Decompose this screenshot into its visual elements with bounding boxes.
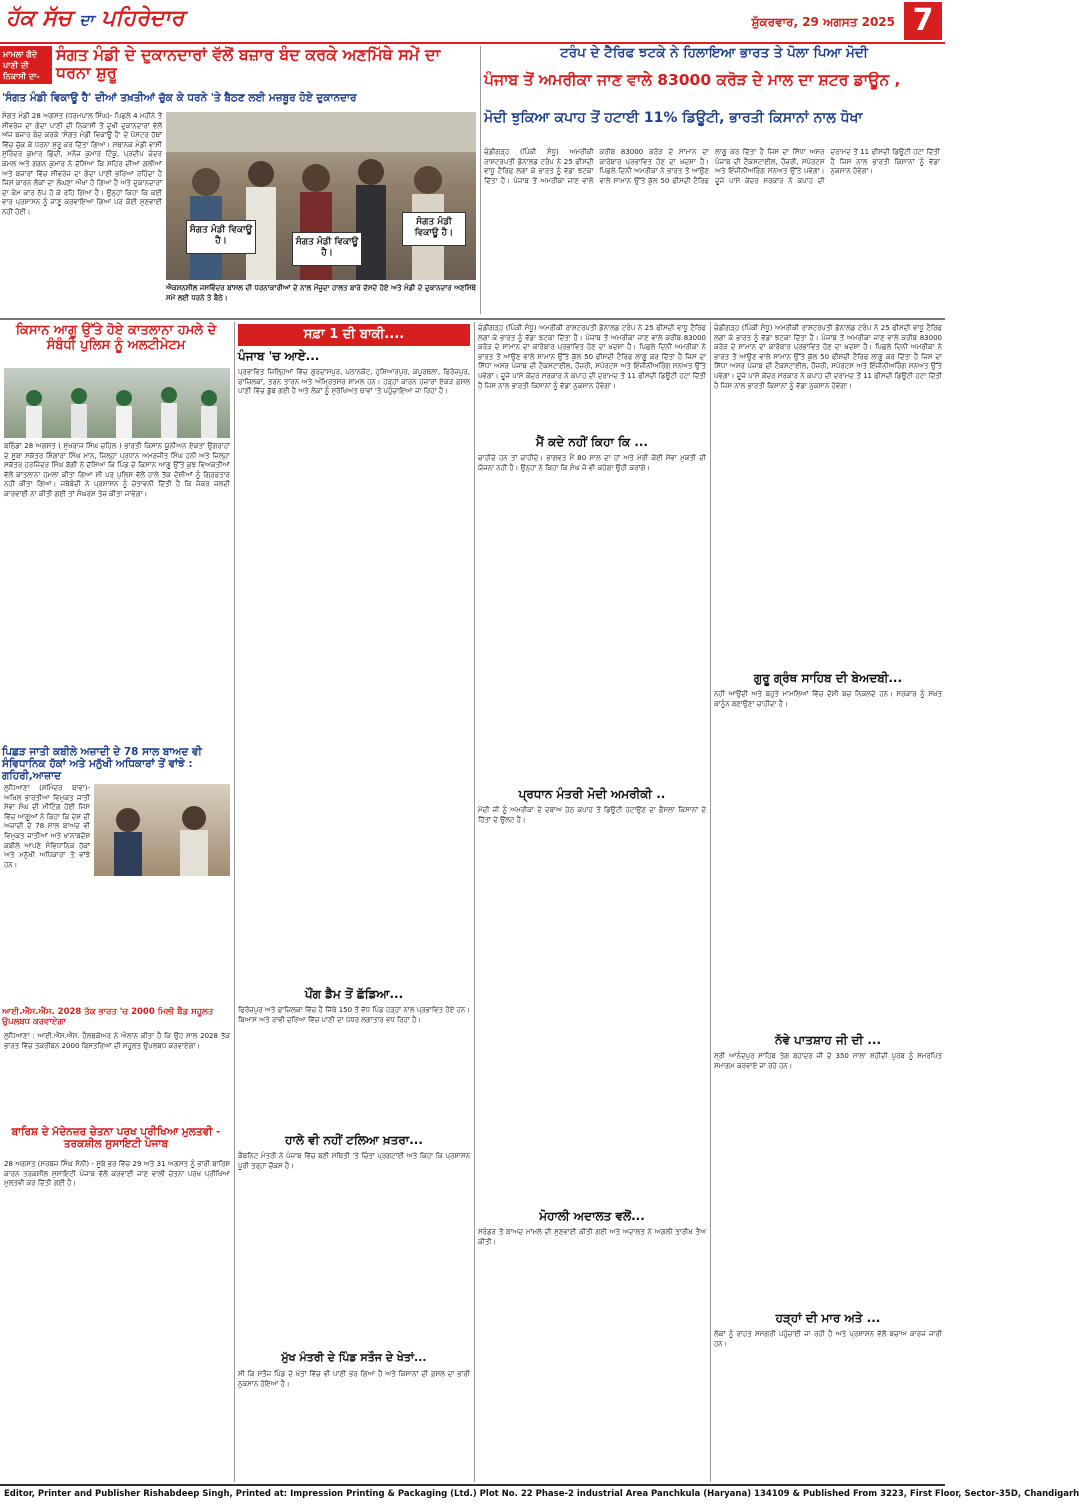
continued-dam-body: ਫਿਰੋਜ਼ਪੁਰ ਅਤੇ ਫਾਜ਼ਿਲਕਾ ਵਿੱਚ ਹੈ ਜਿੱਥੇ 150 ਤੋਂ ਵੱਧ ਪਿੰਡ ਹੜ੍ਹਾਂ ਨਾਲ ਪ੍ਰਭਾਵਿਤ ਹੋਏ ਹਨ। ਬਿਆਸ ਅਤੇ ਰਾਵੀ ਦਰਿਆ ਵਿੱਚ ਪਾਣੀ ਦਾ ਪੱਧਰ ਲਗਾਤਾਰ ਵਧ ਰਿਹਾ ਹੈ। xyxy=(238,1006,470,1024)
rain-headline: ਬਾਰਿਸ਼ ਦੇ ਮੱਦੇਨਜ਼ਰ ਚੇਤਨਾ ਪਰਖ ਪ੍ਰੀਖਿਆ ਮੁਲਤਵੀ - ਤਰਕਸ਼ੀਲ ਸੁਸਾਇਟੀ ਪੰਜਾਬ xyxy=(11,1126,221,1151)
page-number-badge xyxy=(904,2,942,40)
farmer-headline: ਕਿਸਾਨ ਆਗੂ ਉੱਤੇ ਹੋਏ ਕਾਤਲਾਨਾ ਹਮਲੇ ਦੇ ਸੰਬੰਧੀ ਪੁਲਿਸ ਨੂੰ ਅਲਟੀਮੇਟਮ xyxy=(15,323,217,353)
col-divider-3 xyxy=(710,322,711,1482)
continued-punjab-sub: ਪੰਜਾਬ 'ਚ ਆਏ... xyxy=(238,349,320,363)
mid-lead-body: ਚੰਡੀਗੜ੍ਹ (ਪਿੰਕੀ ਸੰਧੂ) ਅਮਰੀਕੀ ਰਾਸ਼ਟਰਪਤੀ ਡੋਨਾਲਡ ਟਰੰਪ ਨੇ 25 ਫੀਸਦੀ ਵਾਧੂ ਟੈਰਿਫ ਲਗਾ ਕੇ ਭਾਰਤ ਨੂੰ ਵੱਡਾ ਝਟਕਾ ਦਿੱਤਾ ਹੈ। ਪੰਜਾਬ ਤੋਂ ਅਮਰੀਕਾ ਜਾਣ ਵਾਲੇ ਕਰੀਬ 83000 ਕਰੋੜ ਦੇ ਸਾਮਾਨ ਦਾ ਕਾਰੋਬਾਰ ਪ੍ਰਭਾਵਿਤ ਹੋਣ ਦਾ ਖ਼ਦਸ਼ਾ ਹੈ। ਪਿਛਲੇ ਦਿਨੀਂ ਅਮਰੀਕਾ ਨੇ ਭਾਰਤ ਤੋਂ ਆਉਣ ਵਾਲੇ ਸਾਮਾਨ ਉੱਤੇ ਕੁੱਲ 50 ਫੀਸਦੀ ਟੈਰਿਫ ਲਾਗੂ ਕਰ ਦਿੱਤਾ ਹੈ ਜਿਸ ਦਾ ਸਿੱਧਾ ਅਸਰ ਪੰਜਾਬ ਦੀ ਟੈਕਸਟਾਈਲ, ਹੌਜ਼ਰੀ, ਸਪੋਰਟਸ ਅਤੇ ਇੰਜੀਨੀਅਰਿੰਗ ਸਨਅਤ ਉੱਤੇ ਪਵੇਗਾ। ਦੂਜੇ ਪਾਸੇ ਕੇਂਦਰ ਸਰਕਾਰ ਨੇ ਕਪਾਹ ਦੀ ਦਰਾਮਦ ਤੋਂ 11 ਫੀਸਦੀ ਡਿਊਟੀ ਹਟਾ ਦਿੱਤੀ ਹੈ ਜਿਸ ਨਾਲ ਭਾਰਤੀ ਕਿਸਾਨਾਂ ਨੂੰ ਵੱਡਾ ਨੁਕਸਾਨ ਹੋਵੇਗਾ। xyxy=(478,324,706,390)
edition-date: ਸ਼ੁੱਕਰਵਾਰ, 29 ਅਗਸਤ 2025 xyxy=(751,15,895,29)
continued-danger-body: ਕੈਬਨਿਟ ਮੰਤਰੀ ਨੇ ਪੰਜਾਬ ਵਿੱਚ ਬਣੀ ਸਥਿਤੀ 'ਤੇ ਚਿੰਤਾ ਪ੍ਰਗਟਾਈ ਅਤੇ ਕਿਹਾ ਕਿ ਪ੍ਰਸ਼ਾਸਨ ਪੂਰੀ ਤਰ੍ਹਾਂ ਚੌਕਸ ਹੈ। xyxy=(238,1152,470,1170)
masthead-title xyxy=(6,6,246,34)
protest-photo xyxy=(166,112,476,280)
placard-3 xyxy=(402,212,466,246)
market-headline: ਸੰਗਤ ਮੰਡੀ ਦੇ ਦੁਕਾਨਦਾਰਾਂ ਵੱਲੋਂ ਬਜ਼ਾਰ ਬੰਦ ਕਰਕੇ ਅਣਮਿੱਥੇ ਸਮੇਂ ਦਾ ਧਰਨਾ ਸ਼ੁਰੂ xyxy=(56,45,441,83)
mid-pm-body: ਮੋਦੀ ਜੀ ਨੂੰ ਅਮਰੀਕਾ ਦੇ ਦਬਾਅ ਹੇਠ ਕਪਾਹ ਤੋਂ ਡਿਊਟੀ ਹਟਾਉਣ ਦਾ ਫ਼ੈਸਲਾ ਕਿਸਾਨਾਂ ਦੇ ਹਿੱਤਾਂ ਦੇ ਉਲਟ ਹੈ। xyxy=(478,806,706,824)
mid-maine-sub: ਮੈਂ ਕਦੇ ਨਹੀਂ ਕਿਹਾ ਕਿ ... xyxy=(536,435,648,449)
right-flood-body: ਲੋਕਾਂ ਨੂੰ ਰਾਹਤ ਸਮੱਗਰੀ ਪਹੁੰਚਾਈ ਜਾ ਰਹੀ ਹੈ ਅਤੇ ਪ੍ਰਸ਼ਾਸਨ ਵੱਲੋਂ ਬਚਾਅ ਕਾਰਜ ਜਾਰੀ ਹਨ। xyxy=(714,1330,942,1348)
aap-headline: ਆਈ.ਐੱਸ.ਐੱਸ. 2028 ਤੱਕ ਭਾਰਤ 'ਚ 2000 ਮਿਲੀ ਬੈੱਡ ਸਹੂਲਤ ਉਪਲਬਧ ਕਰਵਾਏਗਾ xyxy=(2,1007,214,1027)
col-divider-2 xyxy=(474,322,475,1482)
side-tag-text: ਮਾਮਲਾ ਗੰਦੇ ਪਾਣੀ ਦੀ ਨਿਕਾਸੀ ਦਾ- xyxy=(3,50,40,81)
mid-rule xyxy=(0,318,945,320)
side-tag xyxy=(0,46,52,84)
continued-danger-sub: ਹਾਲੇ ਵੀ ਨਹੀਂ ਟਲਿਆ ਖ਼ਤਰਾ... xyxy=(285,1133,423,1147)
land-body: ਲੁਧਿਆਣਾ (ਸ਼ਮਿੰਦਰ ਬਾਵਾ)- ਅਖਿਲ ਭਾਰਤੀਆ ਵਿਮੁਕਤ ਜਾਤੀ ਸੇਵਾ ਸੰਘ ਦੀ ਮੀਟਿੰਗ ਹੋਈ ਜਿਸ ਵਿੱਚ ਆਗੂਆਂ ਨੇ ਕਿਹਾ ਕਿ ਦੇਸ਼ ਦੀ ਅਜ਼ਾਦੀ ਦੇ 78 ਸਾਲ ਬਾਅਦ ਵੀ ਵਿਮੁਕਤ ਜਾਤੀਆਂ ਅਤੇ ਖਾਨਾਬਦੋਸ਼ ਕਬੀਲੇ ਆਪਣੇ ਸੰਵਿਧਾਨਿਕ ਹੱਕਾਂ ਅਤੇ ਮਨੁੱਖੀ ਅਧਿਕਾਰਾਂ ਤੋਂ ਵਾਂਝੇ ਹਨ। xyxy=(4,784,90,869)
land-photo-figures xyxy=(94,784,230,876)
mid-court-body: ਸਰੰਡਰ ਤੋਂ ਬਾਅਦ ਮਾਮਲੇ ਦੀ ਸੁਣਵਾਈ ਕੀਤੀ ਗਈ ਅਤੇ ਅਦਾਲਤ ਨੇ ਅਗਲੀ ਤਾਰੀਖ਼ ਤੈਅ ਕੀਤੀ। xyxy=(478,1228,706,1246)
right-flood-sub: ਹੜ੍ਹਾਂ ਦੀ ਮਾਰ ਅਤੇ ... xyxy=(775,1311,881,1325)
farmer-meeting-figures xyxy=(4,368,230,438)
page-number: 7 xyxy=(912,3,934,38)
farmer-body: ਬਠਿੰਡਾ 28 ਅਗਸਤ ( ਸੁਖਰਾਜ ਸਿੰਘ ਚਹਿਲ ) ਭਾਰਤੀ ਕਿਸਾਨ ਯੂਨੀਅਨ ਏਕਤਾ ਉਗਰਾਹਾਂ ਦੇ ਸੂਬਾ ਸਕੱਤਰ ਸ਼ਿੰਗਾਰਾ ਸਿੰਘ ਮਾਨ, ਜ਼ਿਲ੍ਹਾ ਪ੍ਰਧਾਨ ਅਮਰਜੀਤ ਸਿੰਘ ਹਨੀ ਅਤੇ ਜ਼ਿਲ੍ਹਾ ਸਕੱਤਰ ਹਰਜਿੰਦਰ ਸਿੰਘ ਬੱਗੀ ਨੇ ਦੱਸਿਆ ਕਿ ਪਿੰਡ ਦੇ ਕਿਸਾਨ ਆਗੂ ਉੱਤੇ ਕੁਝ ਵਿਅਕਤੀਆਂ ਵੱਲੋਂ ਕਾਤਲਾਨਾ ਹਮਲਾ ਕੀਤਾ ਗਿਆ ਸੀ ਪਰ ਪੁਲਿਸ ਵੱਲੋਂ ਹਾਲੇ ਤੱਕ ਦੋਸ਼ੀਆਂ ਨੂੰ ਗ੍ਰਿਫ਼ਤਾਰ ਨਹੀਂ ਕੀਤਾ ਗਿਆ। ਜਥੇਬੰਦੀ ਨੇ ਪ੍ਰਸ਼ਾਸਨ ਨੂੰ ਚੇਤਾਵਨੀ ਦਿੱਤੀ ਹੈ ਕਿ ਜੇਕਰ ਜਲਦੀ ਕਾਰਵਾਈ ਨਾ ਕੀਤੀ ਗਈ ਤਾਂ ਸੰਘਰਸ਼ ਤੇਜ਼ ਕੀਤਾ ਜਾਵੇਗਾ। xyxy=(4,442,230,498)
mid-court-sub: ਮੋਹਾਲੀ ਅਦਾਲਤ ਵਲੋਂ... xyxy=(539,1209,645,1223)
right-lead-body: ਚੰਡੀਗੜ੍ਹ (ਪਿੰਕੀ ਸੰਧੂ) ਅਮਰੀਕੀ ਰਾਸ਼ਟਰਪਤੀ ਡੋਨਾਲਡ ਟਰੰਪ ਨੇ 25 ਫੀਸਦੀ ਵਾਧੂ ਟੈਰਿਫ ਲਗਾ ਕੇ ਭਾਰਤ ਨੂੰ ਵੱਡਾ ਝਟਕਾ ਦਿੱਤਾ ਹੈ। ਪੰਜਾਬ ਤੋਂ ਅਮਰੀਕਾ ਜਾਣ ਵਾਲੇ ਕਰੀਬ 83000 ਕਰੋੜ ਦੇ ਸਾਮਾਨ ਦਾ ਕਾਰੋਬਾਰ ਪ੍ਰਭਾਵਿਤ ਹੋਣ ਦਾ ਖ਼ਦਸ਼ਾ ਹੈ। ਪਿਛਲੇ ਦਿਨੀਂ ਅਮਰੀਕਾ ਨੇ ਭਾਰਤ ਤੋਂ ਆਉਣ ਵਾਲੇ ਸਾਮਾਨ ਉੱਤੇ ਕੁੱਲ 50 ਫੀਸਦੀ ਟੈਰਿਫ ਲਾਗੂ ਕਰ ਦਿੱਤਾ ਹੈ ਜਿਸ ਦਾ ਸਿੱਧਾ ਅਸਰ ਪੰਜਾਬ ਦੀ ਟੈਕਸਟਾਈਲ, ਹੌਜ਼ਰੀ, ਸਪੋਰਟਸ ਅਤੇ ਇੰਜੀਨੀਅਰਿੰਗ ਸਨਅਤ ਉੱਤੇ ਪਵੇਗਾ। ਦੂਜੇ ਪਾਸੇ ਕੇਂਦਰ ਸਰਕਾਰ ਨੇ ਕਪਾਹ ਦੀ ਦਰਾਮਦ ਤੋਂ 11 ਫੀਸਦੀ ਡਿਊਟੀ ਹਟਾ ਦਿੱਤੀ ਹੈ ਜਿਸ ਨਾਲ ਭਾਰਤੀ ਕਿਸਾਨਾਂ ਨੂੰ ਵੱਡਾ ਨੁਕਸਾਨ ਹੋਵੇਗਾ। xyxy=(714,324,942,390)
mid-pm-sub: ਪ੍ਰਧਾਨ ਮੰਤਰੀ ਮੋਦੀ ਅਮਰੀਕੀ .. xyxy=(518,787,666,801)
masthead-rule xyxy=(0,42,945,44)
placard-2 xyxy=(292,232,362,266)
farmer-meeting-photo xyxy=(4,368,230,438)
right-guru-body: ਨਹੀਂ ਆਉਂਦੀ ਅਤੇ ਬਹੁਤੇ ਮਾਮਲਿਆਂ ਵਿੱਚ ਦੋਸ਼ੀ ਬਚ ਨਿਕਲਦੇ ਹਨ। ਸਰਕਾਰ ਨੂੰ ਸਖ਼ਤ ਕਾਨੂੰਨ ਬਣਾਉਣਾ ਚਾਹੀਦਾ ਹੈ। xyxy=(714,690,942,708)
top-divider xyxy=(480,46,481,314)
trump-headline-2: ਮੋਦੀ ਝੁਕਿਆ ਕਪਾਹ ਤੋਂ ਹਟਾਈ 11% ਡਿਊਟੀ, ਭਾਰਤੀ ਕਿਸਾਨਾਂ ਨਾਲ ਧੋਖਾ xyxy=(484,110,863,126)
market-body: ਸੰਗਤ ਮੰਡੀ 28 ਅਗਸਤ (ਧਰਮਪਾਲ ਸਿੰਘ)- ਪਿਛਲੇ 4 ਮਹੀਨੇ ਤੋਂ ਸੀਵਰੇਜ ਦਾ ਗੰਦਾ ਪਾਣੀ ਦੀ ਨਿਕਾਸੀ ਤੋਂ ਦੁਖੀ ਦੁਕਾਨਦਾਰਾਂ ਵੱਲੋਂ ਅੱਜ ਬਜ਼ਾਰ ਬੰਦ ਕਰਕੇ 'ਸੰਗਤ ਮੰਡੀ ਵਿਕਾਊ ਹੈ' ਦੇ ਪੋਸਟਰ ਹੱਥਾਂ ਵਿੱਚ ਚੁੱਕ ਕੇ ਧਰਨਾ ਸ਼ੁਰੂ ਕਰ ਦਿੱਤਾ ਗਿਆ। ਸਥਾਨਕ ਮੰਡੀ ਵਾਸੀ ਸੁਰਿੰਦਰ ਕੁਮਾਰ ਛਿੰਦੀ, ਮਨੋਜ ਕੁਮਾਰ ਟਿੰਕੂ, ਪ੍ਰਦੀਪ ਚੰਦਰ ਕਮਲ ਅਤੇ ਗਗਨ ਕੁਮਾਰ ਨੇ ਦੱਸਿਆ ਕਿ ਸ਼ਹਿਰ ਦੀਆਂ ਗਲੀਆਂ ਅਤੇ ਬਜ਼ਾਰਾਂ ਵਿੱਚ ਸੀਵਰੇਜ ਦਾ ਗੰਦਾ ਪਾਣੀ ਭਰਿਆ ਰਹਿੰਦਾ ਹੈ ਜਿਸ ਕਾਰਨ ਲੋਕਾਂ ਦਾ ਲੰਘਣਾ ਔਖਾ ਹੋ ਗਿਆ ਹੈ ਅਤੇ ਦੁਕਾਨਦਾਰਾਂ ਦਾ ਕੰਮ ਕਾਰ ਠੱਪ ਹੋ ਕੇ ਰਹਿ ਗਿਆ ਹੈ। ਉਨ੍ਹਾਂ ਕਿਹਾ ਕਿ ਕਈ ਵਾਰ ਪ੍ਰਸ਼ਾਸਨ ਨੂੰ ਜਾਣੂ ਕਰਵਾਇਆ ਗਿਆ ਪਰ ਕੋਈ ਸੁਣਵਾਈ ਨਹੀਂ ਹੋਈ। xyxy=(2,112,162,216)
mid-maine-body: ਚਾਹੀਦੇ ਹਨ ਤਾਂ ਚਾਹੀਦੇ। ਭਾਗਵਤ ਮੈਂ 80 ਸਾਲ ਦਾ ਹਾਂ ਅਤੇ ਮੇਰੀ ਕੋਈ ਸੇਵਾ ਮੁਕਤੀ ਦੀ ਯੋਜਨਾ ਨਹੀਂ ਹੈ। ਉਨ੍ਹਾਂ ਨੇ ਕਿਹਾ ਕਿ ਸੰਘ ਜੋ ਵੀ ਕਹੇਗਾ ਉਹੀ ਕਰਾਂਗੇ। xyxy=(478,454,706,472)
placard-1 xyxy=(186,220,256,254)
market-subhead: 'ਸੰਗਤ ਮੰਡੀ ਵਿਕਾਊ ਹੈ' ਦੀਆਂ ਤਖ਼ਤੀਆਂ ਚੁੱਕ ਕੇ ਧਰਨੇ 'ਤੇ ਬੈਠਣ ਲਈ ਮਜ਼ਬੂਰ ਹੋਏ ਦੁਕਾਨਦਾਰ xyxy=(2,92,357,104)
masthead-title-part-c: ਪਹਿਰੇਦਾਰ xyxy=(101,6,185,31)
trump-body: ਚੰਡੀਗੜ੍ਹ (ਪਿੰਕੀ ਸੰਧੂ) ਅਮਰੀਕੀ ਰਾਸ਼ਟਰਪਤੀ ਡੋਨਾਲਡ ਟਰੰਪ ਨੇ 25 ਫੀਸਦੀ ਵਾਧੂ ਟੈਰਿਫ ਲਗਾ ਕੇ ਭਾਰਤ ਨੂੰ ਵੱਡਾ ਝਟਕਾ ਦਿੱਤਾ ਹੈ। ਪੰਜਾਬ ਤੋਂ ਅਮਰੀਕਾ ਜਾਣ ਵਾਲੇ ਕਰੀਬ 83000 ਕਰੋੜ ਦੇ ਸਾਮਾਨ ਦਾ ਕਾਰੋਬਾਰ ਪ੍ਰਭਾਵਿਤ ਹੋਣ ਦਾ ਖ਼ਦਸ਼ਾ ਹੈ। ਪਿਛਲੇ ਦਿਨੀਂ ਅਮਰੀਕਾ ਨੇ ਭਾਰਤ ਤੋਂ ਆਉਣ ਵਾਲੇ ਸਾਮਾਨ ਉੱਤੇ ਕੁੱਲ 50 ਫੀਸਦੀ ਟੈਰਿਫ ਲਾਗੂ ਕਰ ਦਿੱਤਾ ਹੈ ਜਿਸ ਦਾ ਸਿੱਧਾ ਅਸਰ ਪੰਜਾਬ ਦੀ ਟੈਕਸਟਾਈਲ, ਹੌਜ਼ਰੀ, ਸਪੋਰਟਸ ਅਤੇ ਇੰਜੀਨੀਅਰਿੰਗ ਸਨਅਤ ਉੱਤੇ ਪਵੇਗਾ। ਦੂਜੇ ਪਾਸੇ ਕੇਂਦਰ ਸਰਕਾਰ ਨੇ ਕਪਾਹ ਦੀ ਦਰਾਮਦ ਤੋਂ 11 ਫੀਸਦੀ ਡਿਊਟੀ ਹਟਾ ਦਿੱਤੀ ਹੈ ਜਿਸ ਨਾਲ ਭਾਰਤੀ ਕਿਸਾਨਾਂ ਨੂੰ ਵੱਡਾ ਨੁਕਸਾਨ ਹੋਵੇਗਾ। xyxy=(484,148,940,185)
trump-kicker: ਟਰੰਪ ਦੇ ਟੈਰਿਫ ਝਟਕੇ ਨੇ ਹਿਲਾਇਆ ਭਾਰਤ ਤੇ ਪੋਲਾ ਪਿਆ ਮੋਦੀ xyxy=(560,45,868,61)
right-new-sub: ਨੱਵੇ ਪਾਤਸ਼ਾਹ ਜੀ ਦੀ ... xyxy=(774,1033,882,1047)
market-photo-caption: ਐਕਸ਼ਨਸ਼ੀਲ ਜਸਵਿੰਦਰ ਬਾਂਸਲ ਦੀ ਧਰਨਾਕਾਰੀਆਂ ਦੇ ਨਾਲ ਮੌਜੂਦਾ ਹਾਲਤ ਬਾਰੇ ਦੱਸਦੇ ਹੋਏ ਅਤੇ ਮੰਡੀ ਦੇ ਦੁਕਾਨਦਾਰ ਅਣਮਿੱਥੇ ਸਮੇਂ ਲਈ ਧਰਨੇ ਤੇ ਬੈਠੇ। xyxy=(166,284,476,302)
col-divider-1 xyxy=(234,322,235,1482)
right-new-body: ਸ੍ਰੀ ਆਨੰਦਪੁਰ ਸਾਹਿਬ ਤੇਗ ਬਹਾਦਰ ਜੀ ਦੇ 350 ਸਾਲਾ ਸ਼ਹੀਦੀ ਪੁਰਬ ਨੂੰ ਸਮਰਪਿਤ ਸਮਾਗਮ ਕਰਵਾਏ ਜਾ ਰਹੇ ਹਨ। xyxy=(714,1052,942,1070)
continued-banner xyxy=(238,324,470,346)
trump-headline-1: ਪੰਜਾਬ ਤੋਂ ਅਮਰੀਕਾ ਜਾਣ ਵਾਲੇ 83000 ਕਰੋੜ ਦੇ ਮਾਲ ਦਾ ਸ਼ਟਰ ਡਾਊਨ , xyxy=(484,71,901,89)
rain-body: 28 ਅਗਸਤ (ਸਰਬਜ ਸਿੰਘ ਸੋਨੀ) - ਸੂਬੇ ਭਰ ਵਿੱਚ 29 ਅਤੇ 31 ਅਗਸਤ ਨੂੰ ਭਾਰੀ ਬਾਰਿਸ਼ ਕਾਰਨ ਤਰਕਸ਼ੀਲ ਸੁਸਾਇਟੀ ਪੰਜਾਬ ਵੱਲੋਂ ਕਰਵਾਈ ਜਾਣ ਵਾਲੀ ਚੇਤਨਾ ਪਰਖ ਪ੍ਰੀਖਿਆ ਮੁਲਤਵੀ ਕਰ ਦਿੱਤੀ ਗਈ ਹੈ। xyxy=(4,1160,230,1188)
aap-body: ਲੁਧਿਆਣਾ : ਆਈ.ਐੱਸ.ਐੱਸ. ਹੈਲਥਕੇਅਰ ਨੇ ਐਲਾਨ ਕੀਤਾ ਹੈ ਕਿ ਉਹ ਸਾਲ 2028 ਤੱਕ ਭਾਰਤ ਵਿੱਚ ਤਕਰੀਬਨ 2000 ਬਿਸਤਰਿਆਂ ਦੀ ਸਹੂਲਤ ਉਪਲਬਧ ਕਰਵਾਏਗਾ। xyxy=(4,1032,230,1050)
masthead-title-part-a: ਹੱਕ ਸੱਚ xyxy=(6,6,72,31)
placard-3-text: ਸੰਗਤ ਮੰਡੀ ਵਿਕਾਊ ਹੈ। xyxy=(414,217,454,238)
continued-banner-text: ਸਫ਼ਾ 1 ਦੀ ਬਾਕੀ.... xyxy=(303,327,405,342)
land-photo xyxy=(94,784,230,876)
masthead-title-part-b: ਦਾ xyxy=(79,11,94,29)
continued-dam-sub: ਪੌਂਗ ਡੈਮ ਤੋਂ ਛੱਡਿਆ... xyxy=(304,987,404,1001)
placard-2-text: ਸੰਗਤ ਮੰਡੀ ਵਿਕਾਊ ਹੈ। xyxy=(295,237,359,258)
placard-1-text: ਸੰਗਤ ਮੰਡੀ ਵਿਕਾਊ ਹੈ। xyxy=(189,225,253,246)
continued-punjab-body: ਪ੍ਰਭਾਵਿਤ ਜ਼ਿਲ੍ਹਿਆਂ ਵਿੱਚ ਗੁਰਦਾਸਪੁਰ, ਪਠਾਨਕੋਟ, ਹੁਸ਼ਿਆਰਪੁਰ, ਕਪੂਰਥਲਾ, ਫਿਰੋਜ਼ਪੁਰ, ਫਾਜ਼ਿਲਕਾ, ਤਰਨ ਤਾਰਨ ਅਤੇ ਅੰਮ੍ਰਿਤਸਰ ਸ਼ਾਮਲ ਹਨ। ਹੜ੍ਹਾਂ ਕਾਰਨ ਹਜ਼ਾਰਾਂ ਏਕੜ ਫ਼ਸਲ ਪਾਣੀ ਵਿੱਚ ਡੁੱਬ ਗਈ ਹੈ ਅਤੇ ਲੋਕਾਂ ਨੂੰ ਸੁਰੱਖਿਅਤ ਥਾਵਾਂ 'ਤੇ ਪਹੁੰਚਾਇਆ ਜਾ ਰਿਹਾ ਹੈ। xyxy=(238,368,470,396)
footer-imprint: Editor, Printer and Publisher Rishabdeep Singh, Printed at: Impression Printing & Packaging (Ltd.) Plot No. 22 Phase-2 industrial Area Panchkula (Haryana) 134109 & Published From 3223, First Floor, Sector-35D, Chandigarh xyxy=(4,1489,1079,1499)
right-guru-sub: ਗੁਰੂ ਗ੍ਰੰਥ ਸਾਹਿਬ ਦੀ ਬੇਅਦਬੀ... xyxy=(753,671,903,685)
footer-rule xyxy=(0,1484,945,1486)
continued-cm-body: ਸੀ ਕਿ ਸਤੌਜ ਪਿੰਡ ਦੇ ਖੇਤਾਂ ਵਿੱਚ ਵੀ ਪਾਣੀ ਭਰ ਗਿਆ ਹੈ ਅਤੇ ਕਿਸਾਨਾਂ ਦੀ ਫ਼ਸਲ ਦਾ ਭਾਰੀ ਨੁਕਸਾਨ ਹੋਇਆ ਹੈ। xyxy=(238,1370,470,1388)
land-headline: ਪਿਛੜ ਜਾਤੀ ਕਬੀਲੇ ਅਜ਼ਾਦੀ ਦੇ 78 ਸਾਲ ਬਾਅਦ ਵੀ ਸੰਵਿਧਾਨਿਕ ਹੱਕਾਂ ਅਤੇ ਮਨੁੱਖੀ ਅਧਿਕਾਰਾਂ ਤੋਂ ਵਾਂਝੇ : ਗਹਿਰੀ,ਆਜ਼ਾਦ xyxy=(2,746,202,783)
masthead xyxy=(0,0,945,42)
continued-cm-sub: ਮੁੱਖ ਮੰਤਰੀ ਦੇ ਪਿੰਡ ਸਤੌਜ ਦੇ ਖੇਤਾਂ... xyxy=(281,1351,427,1364)
